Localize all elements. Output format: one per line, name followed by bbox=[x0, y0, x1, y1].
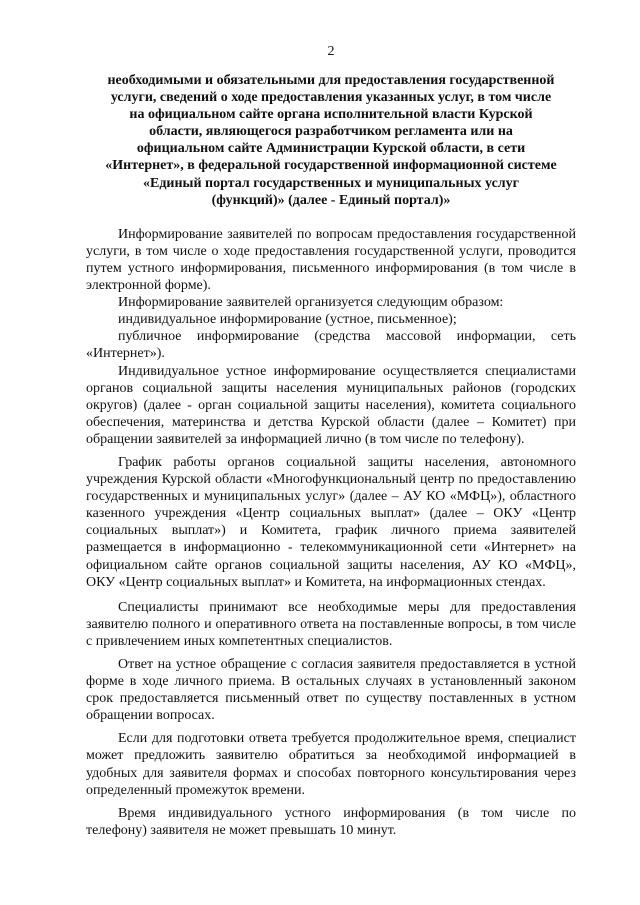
heading-line: «Единый портал государственных и муниципальных услуг bbox=[142, 175, 519, 191]
heading-line: официальном сайте Администрации Курской области, в сети bbox=[136, 141, 526, 157]
heading-line: необходимыми и обязательными для предоставления государственной bbox=[107, 73, 555, 88]
paragraph-individual-type: индивидуальное информирование (устное, письменное); bbox=[118, 312, 457, 328]
heading-line: на официальном сайте органа исполнительной власти Курской bbox=[129, 107, 533, 123]
heading-line: области, являющегося разработчиком регламента или на bbox=[149, 124, 513, 140]
paragraph-public-type: публичное информирование (средства массовой информации, сеть «Интернет»). bbox=[86, 329, 576, 362]
section-heading bbox=[86, 72, 576, 209]
paragraph-long-answer: Если для подготовки ответа требуется продолжительное время, специалист может предложить заявителю обратиться за необходимой информацией в удобных для заявителя формах и способах повторного консультирования через определенный промежуток времени. bbox=[86, 731, 576, 798]
paragraph-organization: Информирование заявителей организуется следующим образом: bbox=[118, 295, 504, 311]
paragraph-time-limit: Время индивидуального устного информирования (в том числе по телефону) заявителя не может превышать 10 минут. bbox=[86, 805, 576, 838]
paragraph-individual-oral: Индивидуальное устное информирование осуществляется специалистами органов социальной защиты населения муниципальных районов (городских округов) (далее - орган социальной защиты населения), комитета социального обеспечения, материнства и детства Курской области (далее – Комитет) при обращении заявителей за информацией лично (в том числе по телефону). bbox=[86, 363, 576, 447]
heading-line: услуги, сведений о ходе предоставления указанных услуг, в том числе bbox=[110, 90, 552, 106]
paragraph-informing: Информирование заявителей по вопросам предоставления государственной услуги, в том числе о ходе предоставления государственной услуги, проводится путем устного информирования, письменного информирования (в том числе в электронной форме). bbox=[86, 226, 576, 294]
paragraph-schedule: График работы органов социальной защиты населения, автономного учреждения Курской области «Многофункциональный центр по предоставлению государственных и муниципальных услуг» (далее – АУ КО «МФЦ»), областного казенного учреждения «Центр социальных выплат» (далее – ОКУ «Центр социальных выплат») и Комитета, график личного приема заявителей размещается в информационно - телекоммуникационной сети «Интернет» на официальном сайте органов социальной защиты населения, АУ КО «МФЦ», ОКУ «Центр социальных выплат» и Комитета, на информационных стендах. bbox=[86, 454, 576, 590]
paragraph-specialists: Специалисты принимают все необходимые меры для предоставления заявителю полного и оперативного ответа на поставленные вопросы, в том числе с привлечением иных компетентных специалистов. bbox=[86, 599, 576, 649]
paragraph-oral-answer: Ответ на устное обращение с согласия заявителя предоставляется в устной форме в ходе личного приема. В остальных случаях в установленный законом срок предоставляется письменный ответ по существу поставленных в устном обращении вопросах. bbox=[86, 657, 576, 724]
heading-line: «Интернет», в федеральной государственной информационной системе bbox=[105, 158, 557, 174]
heading-line: (функций)» (далее - Единый портал)» bbox=[211, 192, 451, 208]
document-page bbox=[86, 44, 576, 839]
page-number: 2 bbox=[327, 44, 335, 59]
